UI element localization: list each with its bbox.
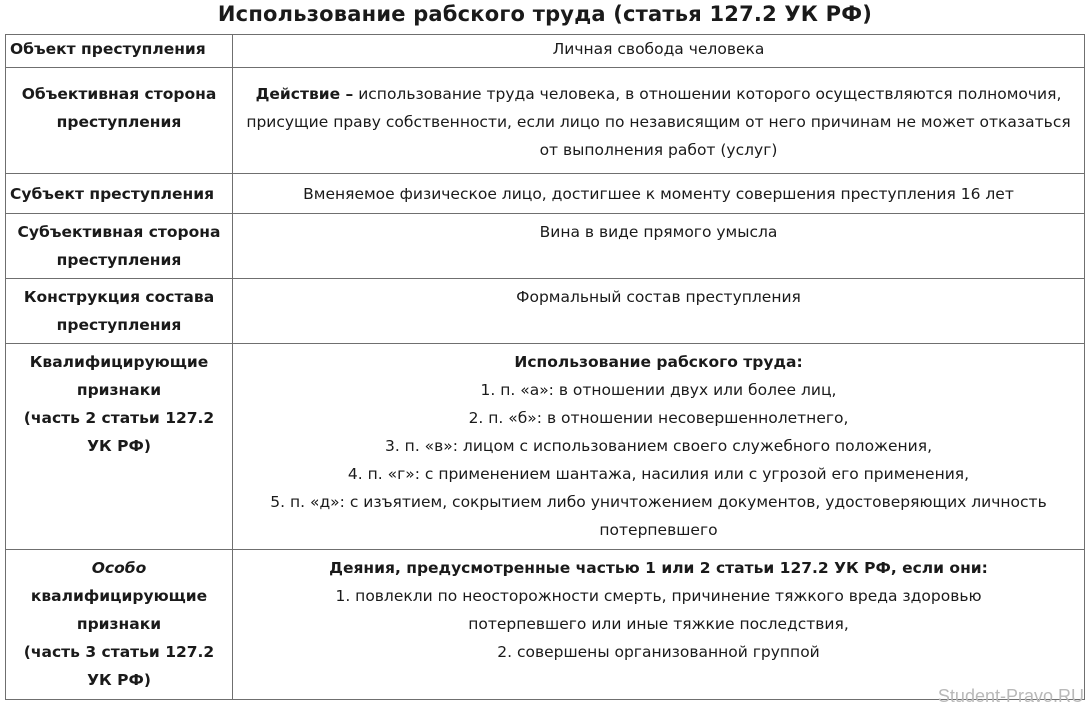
list-item: 2. совершены организованной группой — [497, 643, 820, 661]
table-row — [6, 279, 1085, 344]
row-value-especially — [233, 550, 1085, 700]
table-row — [6, 344, 1085, 550]
table-row — [6, 68, 1085, 174]
row-label-objective: Объективная сторона преступления — [6, 68, 233, 174]
especially-heading: Деяния, предусмотренные частью 1 или 2 статьи 127.2 УК РФ, если они: — [329, 559, 988, 577]
especially-list — [237, 582, 1080, 666]
row-label-subject: Субъект преступления — [6, 174, 233, 214]
list-item: 3. п. «в»: лицом с использованием своего служебного положения, — [384, 437, 933, 455]
row-value-subject: Вменяемое физическое лицо, достигшее к моменту совершения преступления 16 лет — [233, 174, 1085, 214]
list-item: 2. п. «б»: в отношении несовершеннолетнего, — [468, 409, 849, 427]
page-title: Использование рабского труда (статья 127.2 УК РФ) — [217, 2, 873, 26]
row-value-construction: Формальный состав преступления — [233, 279, 1085, 344]
table-row — [6, 214, 1085, 279]
row-value-object: Личная свобода человека — [233, 35, 1085, 68]
row-label-construction: Конструкция состава преступления — [6, 279, 233, 344]
especially-label: квалифицирующие признаки — [30, 587, 208, 633]
qualifying-heading: Использование рабского труда: — [514, 353, 803, 371]
row-value-qualifying — [233, 344, 1085, 550]
table-row — [6, 550, 1085, 700]
row-label-subjective: Субъективная сторона преступления — [6, 214, 233, 279]
objective-text: использование труда человека, в отношении которого осуществляются полномочия, присущие праву собственности, если лицо по независящим от него причинам не может отказаться от выполнения работ (услуг) — [246, 85, 1071, 159]
especially-label-top: Особо — [91, 559, 147, 577]
qualifying-list — [237, 376, 1080, 544]
row-value-subjective: Вина в виде прямого умысла — [233, 214, 1085, 279]
table-row — [6, 174, 1085, 214]
row-label-especially — [6, 550, 233, 700]
list-item: 1. повлекли по неосторожности смерть, причинение тяжкого вреда здоровью потерпевшего или иные тяжкие последствия, — [335, 587, 982, 633]
list-item: 1. п. «а»: в отношении двух или более лиц, — [480, 381, 837, 399]
row-label-qualifying — [6, 344, 233, 550]
watermark: Student-Pravo.RU — [937, 686, 1084, 706]
qualifying-sublabel: (часть 2 статьи 127.2 УК РФ) — [23, 409, 215, 455]
row-label-object: Объект преступления — [6, 35, 233, 68]
objective-lead: Действие – — [255, 85, 354, 103]
list-item: 5. п. «д»: с изъятием, сокрытием либо уничтожением документов, удостоверяющих личность потерпевшего — [270, 493, 1047, 539]
qualifying-label: Квалифицирующие признаки — [29, 353, 209, 399]
especially-sublabel: (часть 3 статьи 127.2 УК РФ) — [23, 643, 215, 689]
list-item: 4. п. «г»: с применением шантажа, насилия или с угрозой его применения, — [347, 465, 970, 483]
crime-elements-table — [5, 34, 1085, 700]
table-row — [6, 35, 1085, 68]
row-value-objective — [233, 68, 1085, 174]
